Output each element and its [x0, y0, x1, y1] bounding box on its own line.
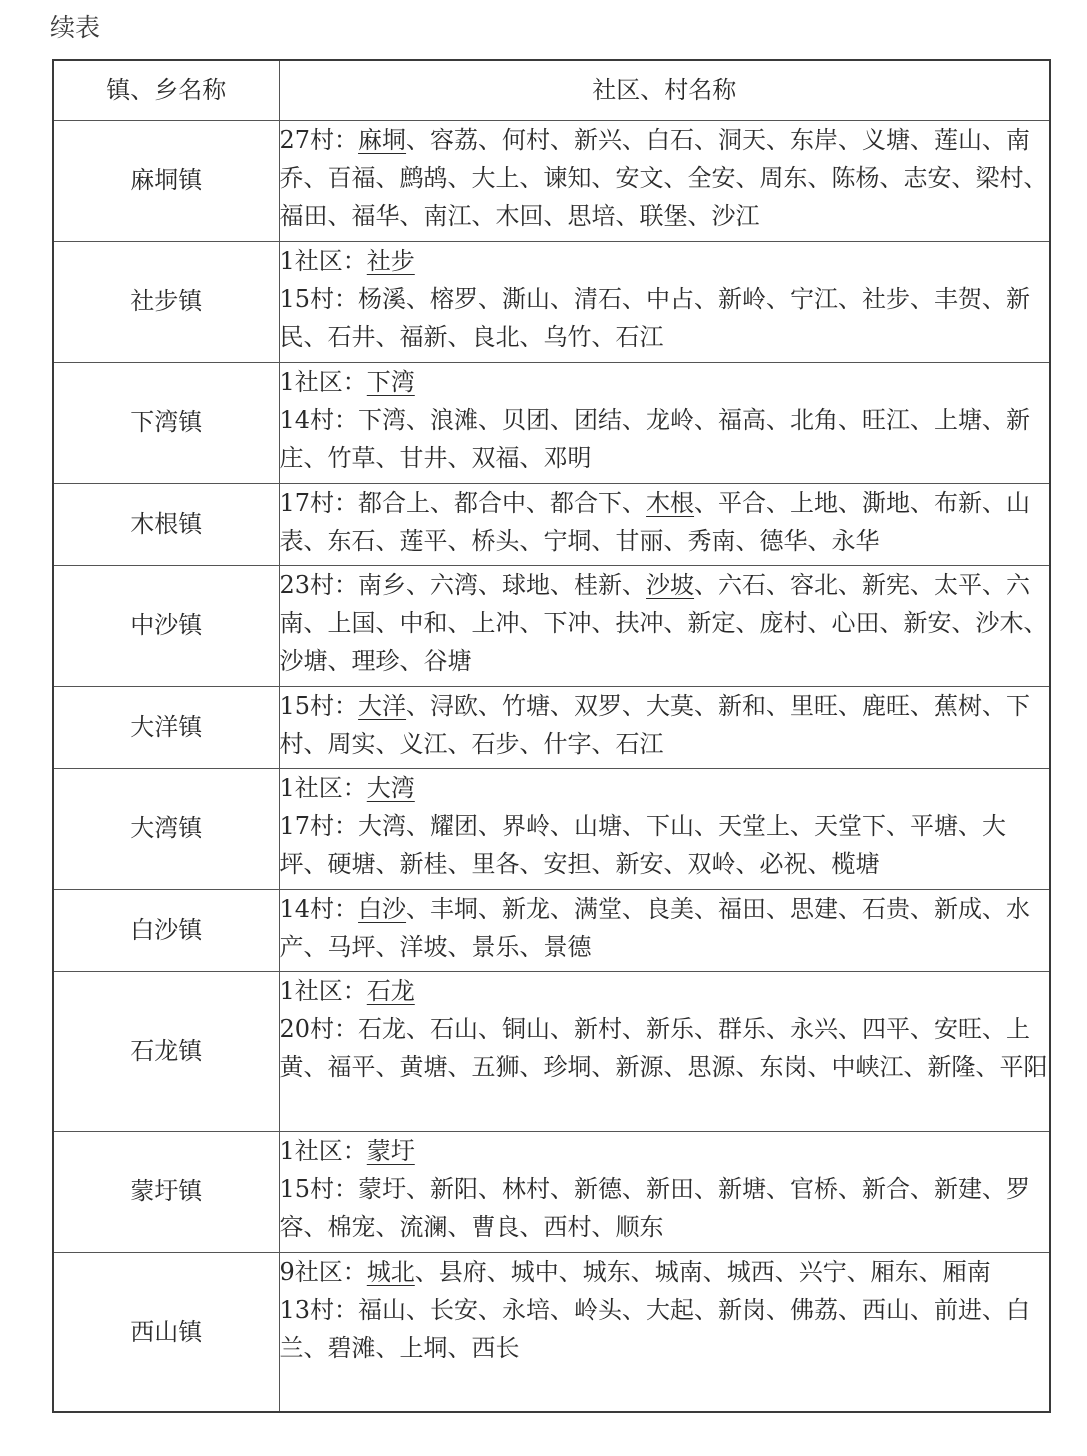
- town-name: 白沙镇: [53, 889, 279, 971]
- village-line: [280, 401, 1050, 477]
- table-row: [53, 483, 1050, 565]
- village-names: 石龙、石山、铜山、新村、新乐、群乐、永兴、四平、安旺、上黄、福平、黄塘、五狮、珍垌、新源、思源、东岗、中峡江、新隆、平阳: [279, 1014, 1048, 1081]
- village-line: [280, 1170, 1050, 1246]
- village-list: [279, 1252, 1050, 1412]
- table-row: [53, 565, 1050, 686]
- table-caption: 续表: [50, 13, 101, 42]
- town-name: 中沙镇: [53, 565, 279, 686]
- village-line: [280, 484, 1050, 560]
- village-names: 、丰垌、新龙、满堂、良美、福田、思建、石贵、新成、水产、马坪、洋坡、景乐、景德: [279, 894, 1031, 961]
- table-row: [53, 1131, 1050, 1252]
- village-names: 、六石、容北、新宪、太平、六南、上国、中和、上冲、下冲、扶冲、新定、庞村、心田、新安、沙木、沙塘、理珍、谷塘: [279, 570, 1048, 675]
- seat-community: 下湾: [366, 367, 415, 396]
- community-line: [280, 363, 1050, 401]
- village-list: [279, 120, 1050, 241]
- village-count-label: 23村：: [279, 570, 359, 599]
- village-names: 、平合、上地、澌地、布新、山表、东石、莲平、桥头、宁垌、甘丽、秀南、德华、永华: [279, 488, 1031, 555]
- village-line: [280, 1291, 1050, 1367]
- town-name: 社步镇: [53, 241, 279, 362]
- town-name: 大湾镇: [53, 768, 279, 889]
- village-names: 大湾、耀团、界岭、山塘、下山、天堂上、天堂下、平塘、大坪、硬塘、新桂、里各、安担、新安、双岭、必祝、榄塘: [279, 811, 1007, 878]
- village-line: [280, 807, 1050, 883]
- community-count-label: 1社区：: [279, 976, 367, 1005]
- community-line: [280, 1253, 1050, 1291]
- town-name: 大洋镇: [53, 686, 279, 768]
- village-line: [280, 890, 1050, 966]
- table-row: [53, 241, 1050, 362]
- community-count-label: 1社区：: [279, 367, 367, 396]
- town-name: 麻垌镇: [53, 120, 279, 241]
- seat-village: 麻垌: [358, 125, 407, 154]
- village-line: [280, 121, 1050, 236]
- header-town-name: 镇、乡名称: [53, 60, 279, 120]
- village-list: [279, 971, 1050, 1131]
- community-names: 、县府、城中、城东、城南、城西、兴宁、厢东、厢南: [414, 1257, 991, 1286]
- table-header-row: [53, 60, 1050, 120]
- village-names: 蒙圩、新阳、林村、新德、新田、新塘、官桥、新合、新建、罗容、棉宠、流澜、曹良、西村、顺东: [279, 1174, 1031, 1241]
- village-count-label: 14村：: [279, 894, 359, 923]
- village-count-label: 15村：: [279, 691, 359, 720]
- town-name: 下湾镇: [53, 362, 279, 483]
- community-count-label: 1社区：: [279, 773, 367, 802]
- community-count-label: 9社区：: [279, 1257, 367, 1286]
- community-line: [280, 972, 1050, 1010]
- seat-village: 沙坡: [646, 570, 695, 599]
- village-line: [280, 566, 1050, 681]
- table-row: [53, 971, 1050, 1131]
- community-line: [280, 242, 1050, 280]
- seat-village: 白沙: [358, 894, 407, 923]
- village-count-label: 17村：: [279, 488, 359, 517]
- header-village-name: 社区、村名称: [279, 60, 1050, 120]
- table-body: [53, 120, 1050, 1412]
- village-count-label: 20村：: [279, 1014, 359, 1043]
- seat-community: 城北: [366, 1257, 415, 1286]
- seat-community: 石龙: [366, 976, 415, 1005]
- village-count-label: 13村：: [279, 1295, 359, 1324]
- village-list: [279, 483, 1050, 565]
- village-names-pre: 南乡、六湾、球地、桂新、: [358, 570, 647, 599]
- village-names-pre: 都合上、都合中、都合下、: [358, 488, 647, 517]
- town-name: 蒙圩镇: [53, 1131, 279, 1252]
- seat-village: 大洋: [358, 691, 407, 720]
- village-names: 下湾、浪滩、贝团、团结、龙岭、福高、北角、旺江、上塘、新庄、竹草、甘井、双福、邓明: [279, 405, 1031, 472]
- table-row: [53, 686, 1050, 768]
- village-list: [279, 889, 1050, 971]
- village-count-label: 14村：: [279, 405, 359, 434]
- community-line: [280, 769, 1050, 807]
- village-list: [279, 362, 1050, 483]
- village-names: 、容荔、何村、新兴、白石、洞天、东岸、义塘、莲山、南乔、百福、鹧鸪、大上、谏知、安文、全安、周东、陈杨、志安、梁村、福田、福华、南江、木回、思培、联堡、沙江: [279, 125, 1048, 230]
- village-list: [279, 565, 1050, 686]
- table-row: [53, 768, 1050, 889]
- village-line: [280, 1010, 1050, 1086]
- village-list: [279, 686, 1050, 768]
- community-count-label: 1社区：: [279, 1136, 367, 1165]
- village-count-label: 27村：: [279, 125, 359, 154]
- village-count-label: 17村：: [279, 811, 359, 840]
- village-count-label: 15村：: [279, 284, 359, 313]
- village-line: [280, 280, 1050, 356]
- town-name: 石龙镇: [53, 971, 279, 1131]
- seat-community: 社步: [366, 246, 415, 275]
- community-line: [280, 1132, 1050, 1170]
- village-names: 、浔欧、竹塘、双罗、大莫、新和、里旺、鹿旺、蕉树、下村、周实、义江、石步、什字、石江: [279, 691, 1031, 758]
- village-count-label: 15村：: [279, 1174, 359, 1203]
- table-row: [53, 889, 1050, 971]
- village-list: [279, 241, 1050, 362]
- village-line: [280, 687, 1050, 763]
- seat-village: 木根: [646, 488, 695, 517]
- town-name: 木根镇: [53, 483, 279, 565]
- table-row: [53, 1252, 1050, 1412]
- village-list: [279, 1131, 1050, 1252]
- village-list: [279, 768, 1050, 889]
- town-name: 西山镇: [53, 1252, 279, 1412]
- table-row: [53, 120, 1050, 241]
- seat-community: 蒙圩: [366, 1136, 415, 1165]
- village-names: 杨溪、榕罗、澌山、清石、中占、新岭、宁江、社步、丰贺、新民、石井、福新、良北、乌竹、石江: [279, 284, 1031, 351]
- community-count-label: 1社区：: [279, 246, 367, 275]
- table-row: [53, 362, 1050, 483]
- seat-community: 大湾: [366, 773, 415, 802]
- town-village-table: [52, 59, 1051, 1413]
- village-names: 福山、长安、永培、岭头、大起、新岗、佛荔、西山、前进、白兰、碧滩、上垌、西长: [279, 1295, 1031, 1362]
